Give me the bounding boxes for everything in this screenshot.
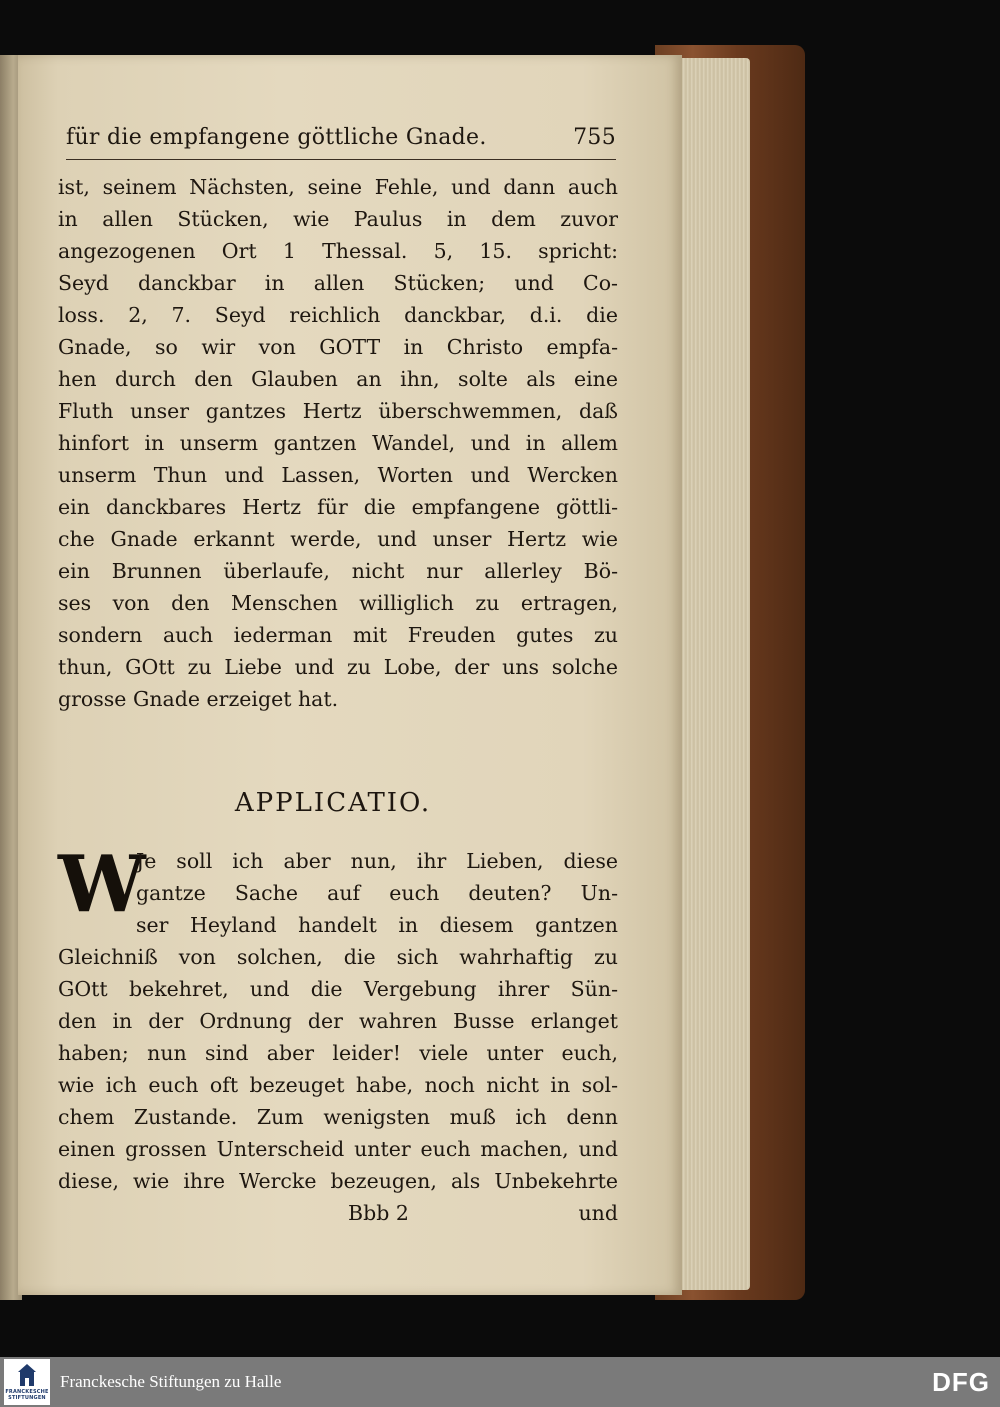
text-line: che Gnade erkannt werde, und unser Hertz wie: [58, 527, 618, 551]
section-heading: APPLICATIO.: [234, 788, 432, 818]
text-line: hinfort in unserm gantzen Wandel, und in allem: [58, 431, 618, 455]
header-rule: [66, 159, 616, 160]
text-line: den in der Ordnung der wahren Busse erlanget: [58, 1009, 618, 1033]
text-line: wie ich euch oft bezeuget habe, noch nicht in sol-: [58, 1073, 618, 1097]
text-line: haben; nun sind aber leider! viele unter euch,: [58, 1041, 618, 1065]
text-line: loss. 2, 7. Seyd reichlich danckbar, d.i. die: [58, 303, 618, 327]
building-icon: [18, 1364, 36, 1386]
text-line: GOtt bekehret, und die Vergebung ihrer Sün-: [58, 977, 618, 1001]
text-line: Gleichniß von solchen, die sich wahrhaftig zu: [58, 945, 618, 969]
institution-name[interactable]: Franckesche Stiftungen zu Halle: [60, 1372, 282, 1391]
paragraph-2-indented: [136, 845, 618, 941]
viewer-footer: [0, 1357, 1000, 1407]
dfg-logo[interactable]: DFG: [932, 1367, 990, 1397]
catchword: und: [578, 1201, 618, 1225]
text-line: Je soll ich aber nun, ihr Lieben, diese: [136, 849, 618, 873]
text-line: in allen Stücken, wie Paulus in dem zuvor: [58, 207, 618, 231]
text-line: ser Heyland handelt in diesem gantzen: [136, 913, 618, 937]
text-line: diese, wie ihre Wercke bezeugen, als Unbekehrte: [58, 1169, 618, 1193]
text-line: ein danckbares Hertz für die empfangene göttli-: [58, 495, 618, 519]
page-foot: [58, 1197, 618, 1229]
text-line: angezogenen Ort 1 Thessal. 5, 15. spricht:: [58, 239, 618, 263]
paragraph-1: [58, 171, 618, 715]
text-line: Gnade, so wir von GOTT in Christo empfa-: [58, 335, 618, 359]
logo-text: FRANCKESCHE STIFTUNGEN: [5, 1389, 49, 1401]
text-line: sondern auch iederman mit Freuden gutes zu: [58, 623, 618, 647]
text-line: hen durch den Glauben an ihn, solte als eine: [58, 367, 618, 391]
text-line: thun, GOtt zu Liebe und zu Lobe, der uns solche: [58, 655, 618, 679]
text-line: ses von den Menschen williglich zu ertragen,: [58, 591, 618, 615]
text-line: gantze Sache auf euch deuten? Un-: [136, 881, 618, 905]
institution-logo[interactable]: [4, 1359, 50, 1405]
paragraph-2: [58, 941, 618, 1197]
text-line: grosse Gnade erzeiget hat.: [58, 687, 339, 711]
text-line: ist, seinem Nächsten, seine Fehle, und dann auch: [58, 175, 618, 199]
drop-cap: W: [58, 839, 146, 930]
text-line: ein Brunnen überlaufe, nicht nur allerley Bö-: [58, 559, 618, 583]
text-line: Fluth unser gantzes Hertz überschwemmen, daß: [58, 399, 618, 423]
signature-mark: Bbb 2: [348, 1201, 409, 1225]
text-line: einen grossen Unterscheid unter euch machen, und: [58, 1137, 618, 1161]
running-title: für die empfangene göttliche Gnade.: [66, 125, 487, 150]
book-page: [18, 55, 682, 1295]
text-line: Seyd danckbar in allen Stücken; und Co-: [58, 271, 618, 295]
text-line: chem Zustande. Zum wenigsten muß ich denn: [58, 1105, 618, 1129]
text-line: unserm Thun und Lassen, Worten und Wercken: [58, 463, 618, 487]
running-head: [66, 125, 616, 155]
page-number: 755: [573, 125, 616, 150]
page-text-area: [48, 55, 618, 1295]
